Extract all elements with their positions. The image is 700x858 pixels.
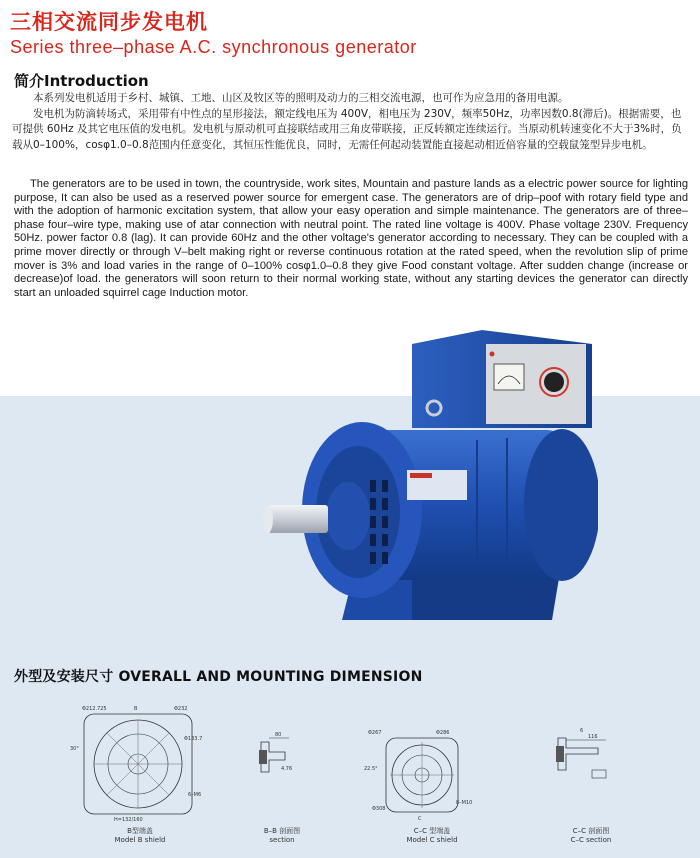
intro-cn-paragraph-1: 本系列发电机适用于乡村、城镇、工地、山区及牧区等的照明及动力的三相交流电源，也可作为应急用的备用电源。	[33, 92, 569, 104]
label-80: 80	[275, 732, 282, 738]
caption-b-b-section	[252, 827, 312, 845]
label-phi286: Φ286	[436, 730, 450, 736]
label-30deg: 30°	[70, 746, 79, 752]
label-6m6: 6–M6	[188, 792, 202, 798]
caption-model-c	[392, 827, 472, 845]
label-c: C	[418, 816, 422, 822]
caption-b-b-en: section	[269, 836, 295, 844]
label-phi308: Φ308	[372, 806, 386, 812]
page-title-cn: 三相交流同步发电机	[10, 10, 208, 34]
intro-heading: 简介Introduction	[14, 72, 149, 90]
caption-c-c-en: C–C section	[570, 836, 612, 844]
intro-cn-paragraph-2: 发电机为防滴转场式，采用带有中性点的星形接法，额定线电压为 400V，相电压为 230V，频率50Hz，功率因数0.8(滞后)。根据需要，也可提供 60Hz 及其它电压值的发电机。发电机与原动机可直接联结或用三角皮带联接，正反转额定连续运行。当原动机转速变化不大于3%时，负载从0–100%，cosφ1.0–0.8范围内任意变化，其恒压性能优良，同时，无需任何起动装置能直接起动相近倍容量的空载鼠笼型异步电机。	[12, 107, 682, 151]
label-phi212: Φ212.725	[82, 706, 107, 712]
b-b-section-drawing	[255, 732, 301, 782]
caption-model-c-en: Model C shield	[406, 836, 458, 844]
label-phi232: Φ232	[174, 706, 188, 712]
label-116: 116	[588, 734, 598, 740]
label-6: 6	[580, 728, 584, 734]
caption-model-b	[100, 827, 180, 845]
caption-c-c-section	[556, 827, 626, 845]
label-476: 4.76	[281, 766, 293, 772]
intro-cn-text	[12, 91, 688, 153]
page-title-en: Series three–phase A.C. synchronous generator	[10, 37, 417, 57]
label-225deg: 22.5°	[364, 766, 378, 772]
generator-photo	[262, 330, 598, 620]
model-c-shield-drawing	[360, 724, 480, 824]
caption-b-b-cn: B–B 剖面图	[263, 827, 301, 835]
caption-model-c-cn: C–C 型端盖	[413, 827, 451, 835]
dimension-heading: 外型及安装尺寸 OVERALL AND MOUNTING DIMENSION	[14, 669, 423, 685]
intro-en-text: The generators are to be used in town, the countryside, work sites, Mountain and pasture lands as a electric power source for lighting purpose, It can also be used as a reserved power source for emergent case. The generators are of drip–poof with rotary field type and with the adoption of harmonic excitation system, that allow your easy operation and simple maintenance. The generators are of three–phase four–wire type, making use of atar connection with neutral point. The rated line voltage is 400V. Phase voltage 230V. Frequency 50Hz. power factor 0.8 (lag). It can provide 60Hz and the other voltage's generator according to necessary. They can be coupled with a prime mover directly or through V–belt making right or reverse continuous rotation at the rated speed, when the revolution slip of prime mover is 3% and load varies in the range of 0–100% cosφ1.0–0.8 they give Food constant voltage. After sudden change (increase or decrease)of load. the generators will soon return to their normal working state, without any starting devices the generator can directly start an unloaded squirrel cage Induction motor.	[14, 178, 688, 299]
label-h: H=132/160	[114, 817, 143, 822]
label-phi267: Φ267	[368, 730, 382, 736]
label-phi133: Φ133.7	[184, 736, 203, 742]
c-c-section-drawing	[552, 724, 622, 784]
label-b: B	[134, 706, 138, 712]
caption-model-b-en: Model B shield	[114, 836, 166, 844]
model-b-shield-drawing	[62, 700, 212, 822]
caption-model-b-cn: B型端盖	[127, 827, 153, 835]
label-8m10: 8–M10	[456, 800, 473, 806]
caption-c-c-cn: C–C 剖面图	[572, 827, 610, 835]
